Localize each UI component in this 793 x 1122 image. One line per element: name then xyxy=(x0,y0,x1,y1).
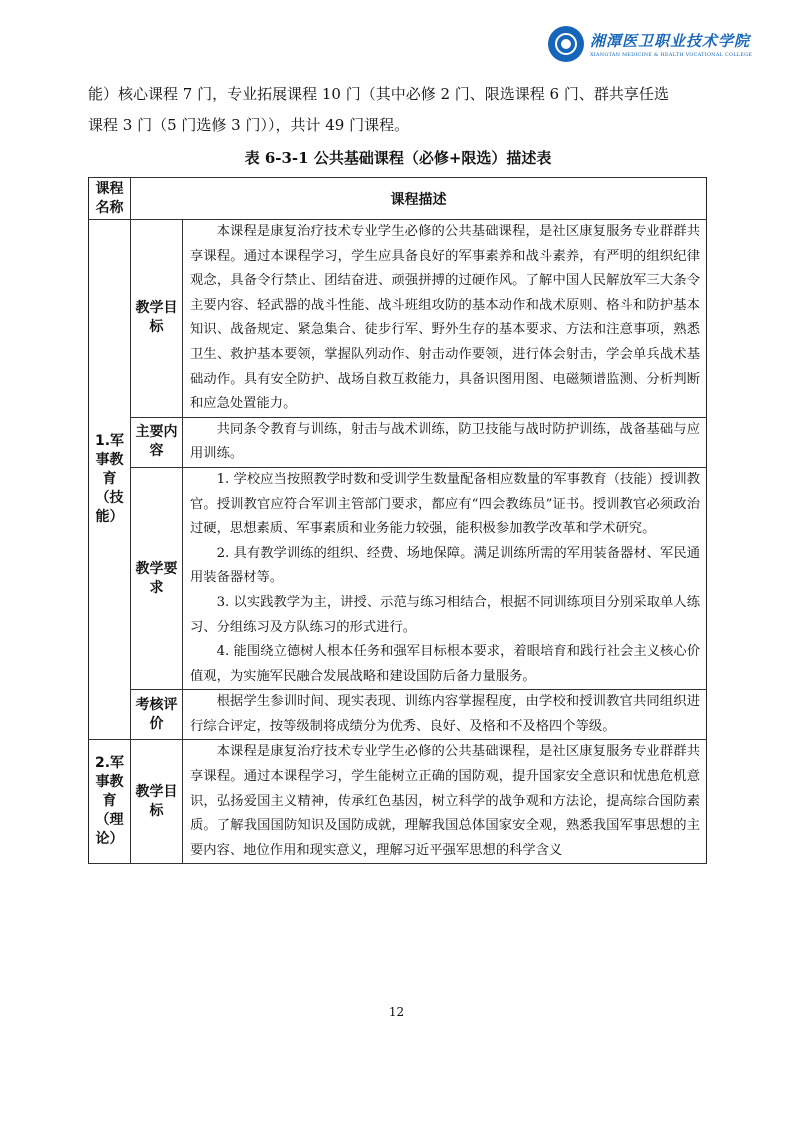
paragraph: 4. 能围绕立德树人根本任务和强军目标根本要求，着眼培育和践行社会主义核心价值观，为实施军民融合发展战略和建设国防后备力量服务。 xyxy=(190,644,700,684)
intro-line-2: 课程 3 门（5 门选修 3 门）），共计 49 门课程。 xyxy=(88,116,410,134)
header-course-desc: 课程描述 xyxy=(131,178,707,220)
course-description-table xyxy=(88,177,707,864)
section-label: 主要内容 xyxy=(131,417,183,467)
paragraph: 1. 学校应当按照教学时数和受训学生数量配备相应数量的军事教育（技能）授训教官。授训教官应符合军训主管部门要求，都应有“四会教练员”证书。授训教官必须政治过硬，思想素质、军事素质和业务能力较强，能积极参加教学改革和学术研究。 xyxy=(190,471,700,537)
paragraph: 本课程是康复治疗技术专业学生必修的公共基础课程，是社区康复服务专业群群共享课程。通过本课程学习，学生应具备良好的军事素养和战斗素养，有严明的组织纪律观念，具备令行禁止、团结奋进、顽强拼搏的过硬作风。了解中国人民解放军三大条令主要内容、轻武器的战斗性能、战斗班组攻防的基本动作和战术原则、格斗和防护基本知识、战备规定、紧急集合、徒步行军、野外生存的基本要求、方法和注意事项，熟悉卫生、救护基本要领，掌握队列动作、射击动作要领，进行体会射击，学会单兵战术基础动作。具有安全防护、战场自救互救能力，具备识图用图、电磁频谱监测、分析判断和应急处置能力。 xyxy=(190,224,700,412)
table-row xyxy=(89,417,707,467)
table-header-row xyxy=(89,178,707,220)
section-content xyxy=(183,417,707,467)
table-title: 表 6-3-1 公共基础课程（必修+限选）描述表 xyxy=(244,149,552,167)
table-row xyxy=(89,690,707,740)
section-label: 考核评价 xyxy=(131,690,183,740)
section-label: 教学目标 xyxy=(131,220,183,418)
college-logo xyxy=(548,22,763,66)
course-name: 2.军事教育（理论） xyxy=(89,740,131,864)
college-emblem-icon xyxy=(548,26,584,62)
section-content xyxy=(183,690,707,740)
intro-line-1: 能）核心课程 7 门，专业拓展课程 10 门（其中必修 2 门、限选课程 6 门、群共享任选 xyxy=(88,85,669,103)
logo-english-name: XIANGTAN MEDICINE & HEALTH VOCATIONAL COLLEGE xyxy=(590,52,753,58)
table-row xyxy=(89,740,707,864)
section-label: 教学要求 xyxy=(131,467,183,689)
section-content xyxy=(183,220,707,418)
paragraph: 根据学生参训时间、现实表现、训练内容掌握程度，由学校和授训教官共同组织进行综合评定，按等级制将成绩分为优秀、良好、及格和不及格四个等级。 xyxy=(190,694,700,734)
paragraph: 2. 具有教学训练的组织、经费、场地保障。满足训练所需的军用装备器材、军民通用装备器材等。 xyxy=(190,545,700,586)
paragraph: 共同条令教育与训练，射击与战术训练，防卫技能与战时防护训练，战备基础与应用训练。 xyxy=(190,421,700,462)
section-content xyxy=(183,467,707,689)
section-content xyxy=(183,740,707,864)
paragraph: 本课程是康复治疗技术专业学生必修的公共基础课程，是社区康复服务专业群群共享课程。通过本课程学习，学生能树立正确的国防观，提升国家安全意识和忧患危机意识，弘扬爱国主义精神，传承红色基因，树立科学的战争观和方法论，提高综合国防素质。了解我国国防知识及国防成就，理解我国总体国家安全观，熟悉我国军事思想的主要内容、地位作用和现实意义，理解习近平强军思想的科学含义 xyxy=(190,744,700,858)
paragraph: 3. 以实践教学为主，讲授、示范与练习相结合，根据不同训练项目分别采取单人练习、分组练习及方队练习的形式进行。 xyxy=(190,594,700,635)
table-row xyxy=(89,220,707,418)
page-number: 12 xyxy=(388,1005,405,1019)
section-label: 教学目标 xyxy=(131,740,183,864)
logo-chinese-name: 湘潭医卫职业技术学院 xyxy=(590,32,751,50)
course-name: 1.军事教育（技能） xyxy=(89,220,131,740)
header-course-name: 课程名称 xyxy=(89,178,131,220)
table-row xyxy=(89,467,707,689)
